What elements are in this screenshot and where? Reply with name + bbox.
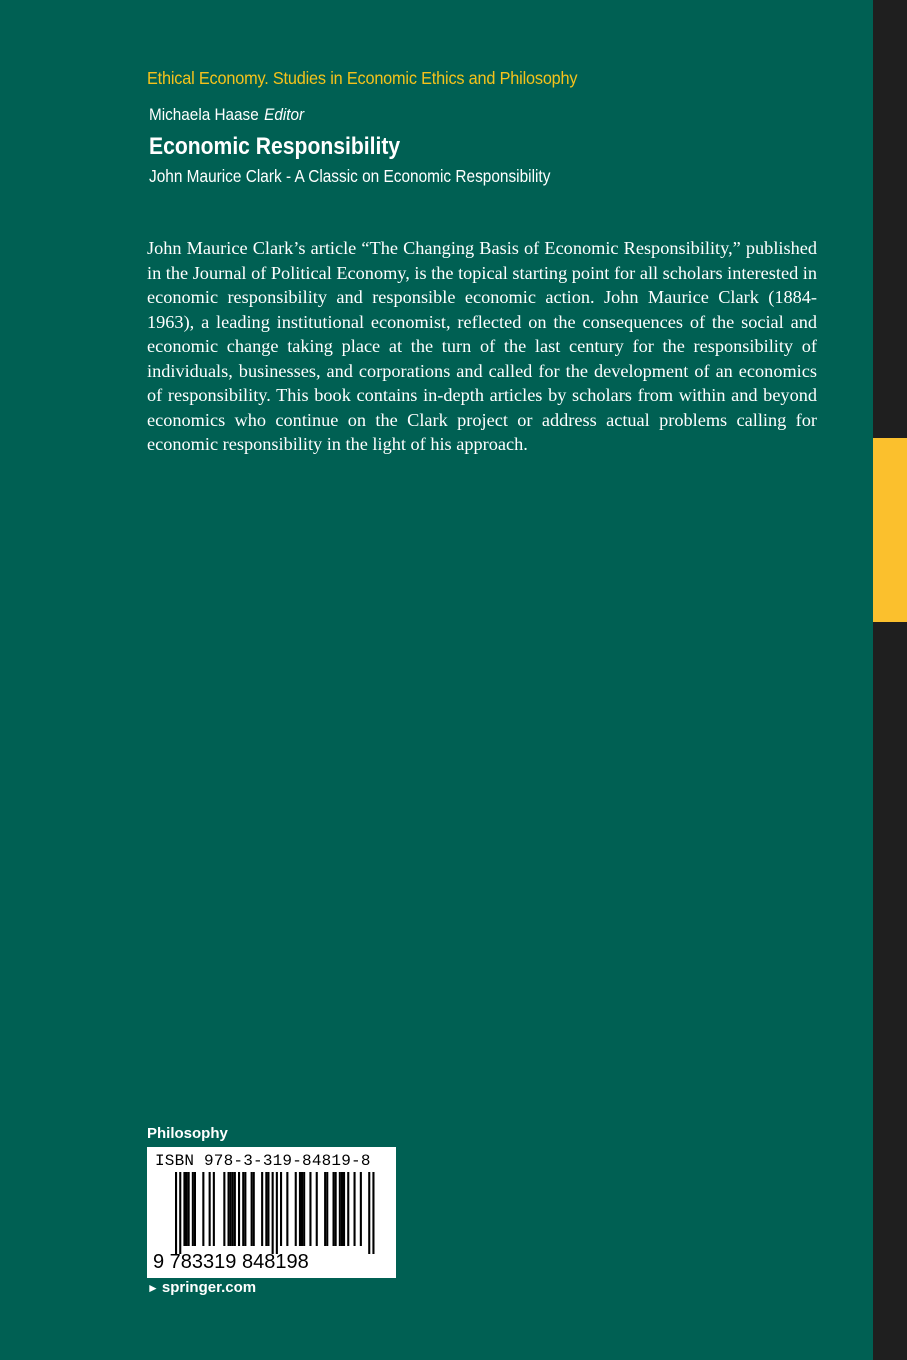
barcode-bar — [232, 1172, 234, 1246]
barcode-bar — [183, 1172, 185, 1246]
publisher-url: springer.com — [161, 1279, 257, 1296]
editor-role: Editor — [264, 105, 305, 124]
barcode-bar — [309, 1172, 311, 1246]
barcode-bar — [179, 1172, 181, 1254]
barcode-bar — [242, 1172, 244, 1246]
barcode-bar — [244, 1172, 246, 1246]
arrow-right-icon: ► — [147, 1281, 159, 1295]
barcode — [147, 1147, 396, 1278]
barcode-bar — [324, 1172, 326, 1246]
barcode-bar — [299, 1172, 301, 1246]
barcode-bar — [188, 1172, 190, 1246]
blurb-text: John Maurice Clark’s article “The Changing Basis of Economic Responsibility,” published in the Journal of Political Economy, is the topical starting point for all scholars interested in economic responsibility and responsible economic action. John Maurice Clark (1884-1963), a leading institutional economist, reflected on the consequences of the social and economic change taking place at the turn of the last century for the responsibility of individuals, businesses, and corporations and called for the development of an economics of responsibility. This book contains in-depth articles by scholars from within and beyond economics who continue on the Clark project or address actual problems calling for economic responsibility in the light of his approach. — [147, 238, 817, 454]
editor-name: Michaela Haase — [149, 105, 259, 124]
barcode-bar — [333, 1172, 335, 1246]
book-title: Economic Responsibility — [149, 133, 401, 160]
publisher-link[interactable] — [147, 1279, 256, 1296]
barcode-bar — [354, 1172, 356, 1246]
barcode-bar — [209, 1172, 211, 1246]
barcode-bar — [272, 1172, 274, 1254]
barcode-bar — [228, 1172, 230, 1246]
barcode-bar — [339, 1172, 341, 1246]
barcode-bar — [276, 1172, 278, 1254]
series-title: Ethical Economy. Studies in Economic Ethics and Philosophy — [147, 68, 578, 88]
barcode-bar — [341, 1172, 343, 1246]
barcode-bar — [265, 1172, 267, 1246]
barcode-bar — [335, 1172, 337, 1246]
barcode-bar — [267, 1172, 269, 1246]
barcode-bar — [192, 1172, 194, 1246]
barcode-bar — [326, 1172, 328, 1246]
barcode-bar — [286, 1172, 288, 1246]
barcode-bar — [251, 1172, 253, 1246]
barcode-bar — [360, 1172, 362, 1246]
barcode-bar — [230, 1172, 232, 1246]
barcode-bar — [238, 1172, 240, 1246]
barcode-bar — [303, 1172, 305, 1246]
spine-accent-bar — [873, 438, 907, 622]
ean-digits: 9 783319 848198 — [153, 1251, 309, 1273]
barcode-bar — [280, 1172, 282, 1246]
barcode-bar — [175, 1172, 177, 1254]
barcode-bar — [194, 1172, 196, 1246]
barcode-bar — [347, 1172, 349, 1246]
barcode-bar — [213, 1172, 215, 1246]
barcode-bar — [234, 1172, 236, 1246]
barcode-bar — [295, 1172, 297, 1246]
barcode-bar — [343, 1172, 345, 1246]
barcode-bar — [368, 1172, 370, 1254]
barcode-bar — [202, 1172, 204, 1246]
barcode-bar — [253, 1172, 255, 1246]
barcode-bar — [186, 1172, 188, 1246]
barcode-bar — [223, 1172, 225, 1246]
spine-strip — [873, 0, 907, 1360]
subject-label: Philosophy — [147, 1125, 228, 1142]
barcode-bar — [301, 1172, 303, 1246]
editor-line — [149, 105, 304, 125]
barcode-bar — [261, 1172, 263, 1246]
barcode-bar — [372, 1172, 374, 1254]
isbn-label: ISBN 978-3-319-84819-8 — [155, 1152, 371, 1170]
barcode-bar — [316, 1172, 318, 1246]
book-subtitle: John Maurice Clark - A Classic on Economic Responsibility — [149, 166, 551, 186]
